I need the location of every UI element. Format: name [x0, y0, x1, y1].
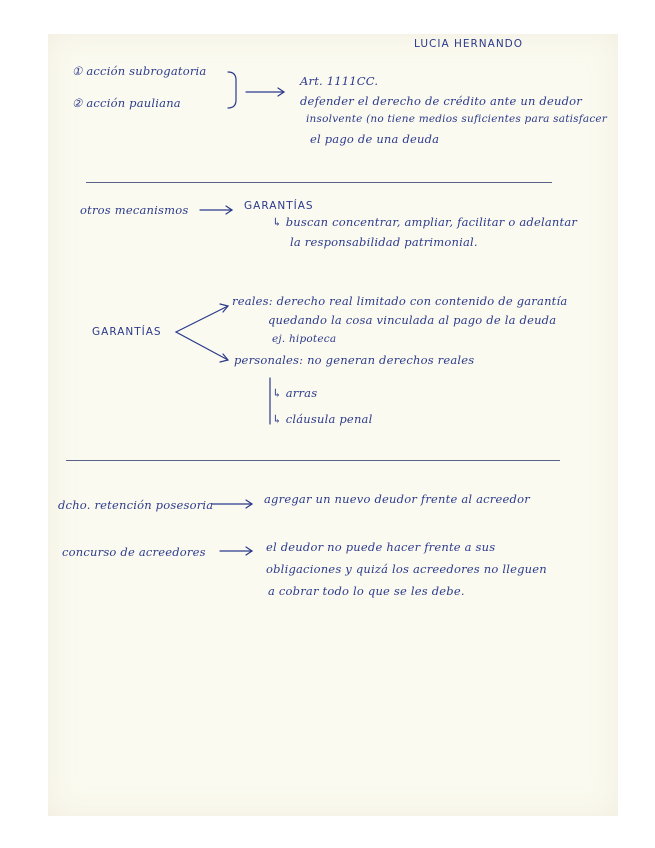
- reales-example: ej. hipoteca: [272, 333, 337, 345]
- concurso-acreedores-label: concurso de acreedores: [62, 545, 206, 559]
- divider-line: [66, 460, 560, 461]
- item-accion-pauliana: ② acción pauliana: [72, 96, 181, 110]
- definition-line: el pago de una deuda: [310, 132, 440, 146]
- concurso-definition: obligaciones y quizá los acreedores no lleguen: [266, 562, 547, 576]
- garantias-center-label: GARANTÍAS: [92, 326, 162, 338]
- clausula-penal-item: ↳ cláusula penal: [272, 412, 373, 426]
- reales-definition: reales: derecho real limitado con contenido de garantía: [232, 294, 568, 308]
- personales-definition: personales: no generan derechos reales: [234, 353, 475, 367]
- retencion-posesoria-label: dcho. retención posesoria: [58, 498, 214, 512]
- concurso-definition: a cobrar todo lo que se les debe.: [268, 584, 465, 598]
- author-name: LUCIA HERNANDO: [414, 38, 524, 50]
- item-accion-subrogatoria: ① acción subrogatoria: [72, 64, 207, 78]
- otros-mecanismos-label: otros mecanismos: [80, 203, 189, 217]
- article-reference: Art. 1111CC.: [300, 74, 379, 88]
- garantias-heading: GARANTÍAS: [244, 200, 314, 212]
- definition-line: defender el derecho de crédito ante un deudor: [300, 94, 582, 108]
- garantias-description: ↳ buscan concentrar, ampliar, facilitar o adelantar: [272, 215, 578, 229]
- definition-line: insolvente (no tiene medios suficientes para satisfacer: [306, 113, 608, 125]
- concurso-definition: el deudor no puede hacer frente a sus: [266, 540, 496, 554]
- reales-definition: quedando la cosa vinculada al pago de la deuda: [268, 313, 557, 327]
- garantias-description: la responsabilidad patrimonial.: [290, 235, 478, 249]
- retencion-posesoria-definition: agregar un nuevo deudor frente al acreedor: [264, 492, 530, 506]
- divider-line: [86, 182, 552, 183]
- arras-item: ↳ arras: [272, 386, 318, 400]
